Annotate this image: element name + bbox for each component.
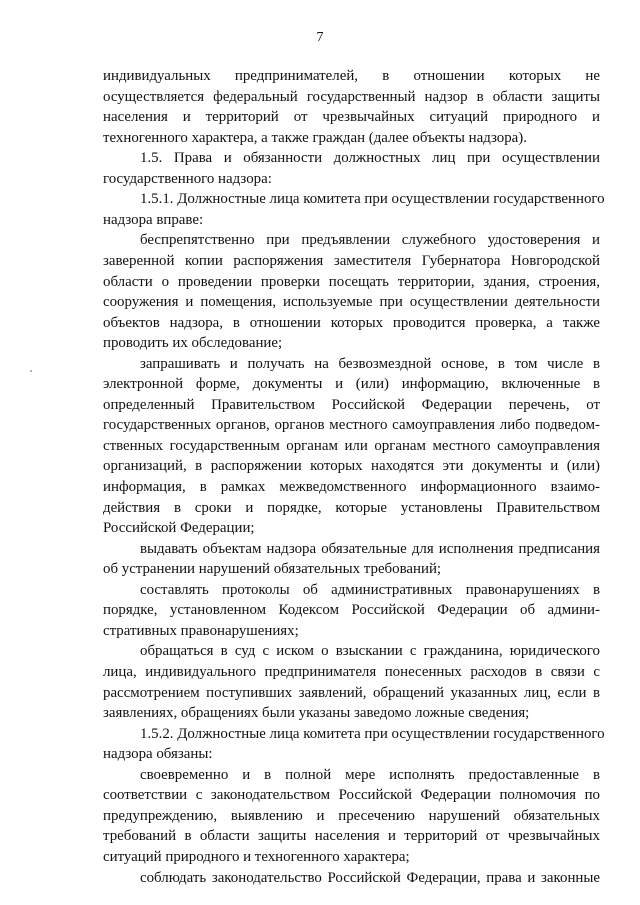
text-line: соответствии с законодательством Российской Федерации полномочия по: [103, 787, 600, 804]
text-line: надзора вправе:: [103, 211, 204, 228]
text-line: беспрепятственно при предъявлении служебного удостоверения и: [140, 232, 600, 249]
text-line: запрашивать и получать на безвозмездной основе, в том числе в: [140, 355, 600, 372]
text-line: ственных государственным органам или органам местного самоуправления: [103, 437, 600, 454]
text-line: об устранении нарушений обязательных требований;: [103, 561, 442, 578]
text-line: ситуаций природного и техногенного характера;: [103, 848, 410, 865]
text-line: соблюдать законодательство Российской Федерации, права и законные: [140, 869, 600, 886]
text-line: объектов надзора, в отношении которых проводится проверка, а также: [103, 314, 600, 331]
text-line: обращаться в суд с иском о взыскании с гражданина, юридического: [140, 643, 600, 660]
text-line: 1.5.2. Должностные лица комитета при осуществлении государственного: [140, 725, 605, 742]
text-line: электронной форме, документы и (или) информацию, включенные в: [103, 376, 600, 393]
text-line: населения и территорий от чрезвычайных ситуаций природного и: [103, 109, 600, 126]
margin-mark: [30, 370, 32, 372]
text-line: заявлениях, обращениях были указаны заведомо ложные сведения;: [103, 705, 530, 722]
text-line: составлять протоколы об административных правонарушениях в: [140, 581, 600, 598]
text-line: требований в области защиты населения и территорий от чрезвычайных: [103, 828, 600, 845]
text-line: государственного надзора:: [103, 170, 272, 187]
text-line: области о проведении проверки посещать территории, здания, строения,: [103, 273, 600, 290]
text-line: выдавать объектам надзора обязательные для исполнения предписания: [140, 540, 600, 557]
text-line: заверенной копии распоряжения заместителя Губернатора Новгородской: [103, 253, 600, 269]
text-line: стративных правонарушениях;: [103, 622, 299, 639]
text-line: организаций, в распоряжении которых находятся эти документы и (или): [103, 458, 600, 475]
text-line: действия в сроки и порядке, которые установлены Правительством: [103, 499, 600, 516]
text-line: предупреждению, выявлению и пресечению нарушений обязательных: [103, 807, 600, 824]
text-line: индивидуальных предпринимателей, в отношении которых не: [103, 68, 600, 84]
text-line: проводить их обследование;: [103, 335, 283, 352]
text-line: техногенного характера, а также граждан (далее объекты надзора).: [103, 129, 527, 146]
text-line: информация, в рамках межведомственного информационного взаимо-: [103, 479, 600, 495]
text-line: рассмотрением поступивших заявлений, обращений указанных лиц, если в: [103, 684, 600, 701]
text-line: осуществляется федеральный государственный надзор в области защиты: [103, 88, 600, 105]
text-line: надзора обязаны:: [103, 746, 213, 763]
text-line: определенный Правительством Российской Федерации перечень, от: [103, 396, 600, 413]
text-line: 1.5.1. Должностные лица комитета при осуществлении государственного: [140, 191, 605, 208]
text-line: Российской Федерации;: [103, 520, 255, 537]
text-line: сооружения и помещения, используемые при осуществлении деятельности: [103, 294, 600, 311]
text-line: 1.5. Права и обязанности должностных лиц при осуществлении: [140, 150, 600, 167]
text-line: государственных органов, органов местного самоуправления либо подведом-: [103, 417, 600, 434]
page-number: 7: [316, 30, 324, 45]
text-line: лица, индивидуального предпринимателя понесенных расходов в связи с: [103, 664, 600, 680]
text-line: порядке, установленном Кодексом Российской Федерации об админи-: [103, 602, 600, 619]
text-line: своевременно и в полной мере исполнять предоставленные в: [140, 766, 600, 783]
